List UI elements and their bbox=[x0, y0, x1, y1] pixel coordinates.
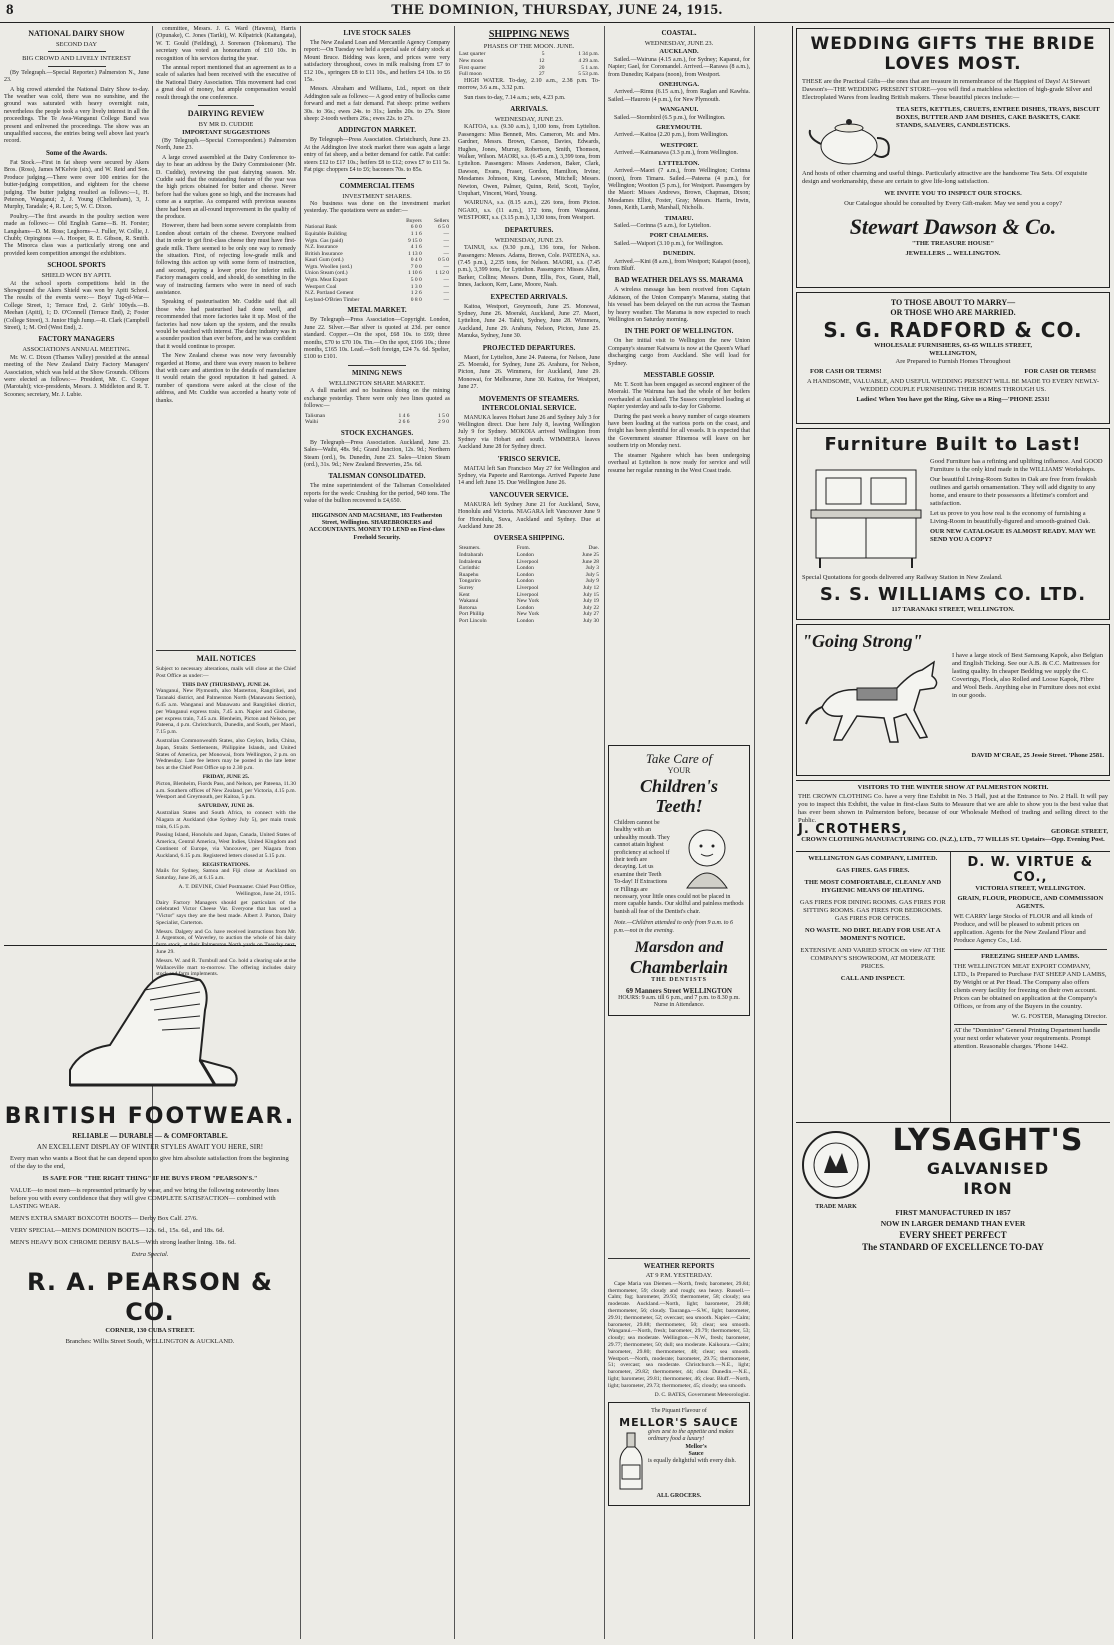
mail-p1: Subject to necessary alterations, mails will close at the Chief Post Office as under:— bbox=[156, 666, 296, 679]
footwear-headline: BRITISH FOOTWEAR. bbox=[4, 1104, 296, 1129]
article-paragraph: Sailed.—Corinna (5 a.m.), for Lyttelton. bbox=[614, 222, 711, 229]
teeth-line-2: YOUR bbox=[667, 766, 691, 775]
article-paragraph: The New Zealand Loan and Mercantile Agency Company report:—On Tuesday we held a special sale of dairy stock at Mount Bruce. Bidding was keen, and prices were very satisfactory throughout, cows in milk realising from £7 to £12 10s., springers £8 to £11 10s., and heifers £4 10s. to £6 15s. bbox=[304, 40, 450, 84]
virtue-body: WE CARRY large Stocks of FLOUR and all kinds of Produce, and will be pleased to submit prices on application. Agents for the New Zealand Flour and Produce Agency Co., Ltd. bbox=[953, 913, 1093, 944]
teeth-line-4: Teeth! bbox=[655, 796, 703, 816]
table-row: N.Z. Portland Cement 1 2 6 — bbox=[305, 290, 449, 297]
byline: (By Telegraph.—Special Reporter.) Palmerston N., June 23. bbox=[4, 69, 149, 84]
table-row: Rotorua London July 22 bbox=[459, 604, 599, 611]
furniture-rail: Special Quotations for goods delivered any Railway Station in New Zealand. bbox=[802, 574, 1003, 581]
dairy-show-heading: NATIONAL DAIRY SHOW bbox=[28, 29, 125, 38]
higginson-ad: HIGGINSON AND MACSHANE, 183 Featherston Street, Wellington. SHAREBROKERS and ACCOUNTANTS. MONEY TO LEND on First-class Freehold Security. bbox=[309, 512, 445, 541]
article-paragraph: Fat Stock.—First in fat sheep were secured by Akers Bros. (Ross), James M'Kelvie (six), and W. Reid and Son. Produce judging.—There were over 100 entries for the butter-judging competition, and eighteen for the cheese judging. The butter judging resulted as follows:—1, H. Peterson, Wanganui; 2, J. Young (Cheltenham), 3, J. Murphy, Taradale; 4, R. Lee; 5, W. C. Dixon. bbox=[4, 159, 149, 211]
arrivals-heading: ARRIVALS. bbox=[510, 105, 548, 113]
stewart-dawson-jewel: JEWELLERS ... WELLINGTON. bbox=[905, 250, 1001, 257]
article-paragraph: However, there had been some severe complaints from London about certain of the cheese. Everyone realised that in order to get first-class cheese they must have first-grade milk. There seemed to be only one way to remedy the situation. First, of rejecting low-grade milk and following this action up with some form of instruction, and second, paying a lower price for inferior milk. Factory managers could, and should, do something in the way of instructing farmers who were in need of such assistance. bbox=[156, 223, 296, 296]
stewart-dawson-sub: "THE TREASURE HOUSE" bbox=[911, 240, 995, 247]
teeth-note: Note.—Children attended to only from 9 a.m. to 6 p.m.—not in the evening. bbox=[614, 920, 734, 934]
column-4 bbox=[458, 26, 600, 1639]
sun: Sun rises to-day, 7.14 a.m.; sets, 4.23 p.m. bbox=[464, 94, 566, 101]
radford-line-1: TO THOSE ABOUT TO MARRY— bbox=[890, 298, 1016, 307]
gas-p4: EXTENSIVE AND VARIED STOCK on view AT THE COMPANY'S SHOWROOM, AT MODERATE PRICES. bbox=[800, 947, 946, 970]
article-paragraph: Sailed.—Wairuna (4.15 a.m.), for Sydney; Kapanui, for Napier; Gael, for Coromandel. Arrived.—Rarawa (8 a.m.), from Dunedin; Kaipara (noon), from Westport. bbox=[608, 56, 750, 78]
column-rule bbox=[300, 26, 301, 1639]
table-row: Equitable Building 1 1 6 — bbox=[305, 230, 449, 237]
radford-p2: A HANDSOME, VALUABLE, AND USEFUL WEDDING PRESENT WILL BE MADE TO EVERY NEWLY-WEDDED COUPLE FURNISHING THEIR HOMES THROUGH US. bbox=[806, 378, 1100, 393]
column-7-ads bbox=[796, 26, 1110, 1639]
gas-p5: CALL AND INSPECT. bbox=[840, 975, 905, 982]
frisco-heading: 'FRISCO SERVICE. bbox=[497, 454, 561, 463]
table-row: Talisman 1 4 6 1 5 0 bbox=[305, 412, 449, 419]
overseas-heading: OVERSEA SHIPPING. bbox=[493, 534, 565, 543]
footwear-body: Every man who wants a Boot that he can depend upon to give him absolute satisfaction from the beginning of the day to the end, bbox=[10, 1155, 289, 1170]
gas-virtue-row bbox=[796, 851, 1110, 1122]
mellor-bottle-2: Sauce bbox=[688, 1450, 704, 1457]
mail-notices bbox=[156, 650, 296, 978]
departures-date: WEDNESDAY, JUNE 23. bbox=[494, 236, 564, 244]
wedding-line-1: WEDDING GIFTS THE BRIDE bbox=[810, 34, 1096, 54]
footwear-extra: Extra Special. bbox=[131, 1251, 169, 1258]
departures-heading: DEPARTURES. bbox=[504, 225, 554, 234]
children-teeth-ad bbox=[608, 745, 750, 1016]
mellor-brand: MELLOR'S SAUCE bbox=[619, 1415, 739, 1429]
expected-heading: EXPECTED ARRIVALS. bbox=[490, 292, 568, 301]
weather-body: Cape Maria van Diemen.—North, fresh; barometer, 29.84; thermometer, 59; cloudy and rough; sea heavy. Russell.—Calm; fog; barometer, 29.93; thermometer, 58; cloudy; sea moderate. Auckland.—North, light; barometer, 29.88; thermometer, 56; cloudy. Tauranga.—S.W., light; barometer, 29.91; thermometer, 52; overcast; sea smooth. Napier.—Calm; barometer, 29.88; thermometer, 50; clear; sea smooth. Wanganui.—North, fresh; barometer, 29.79; thermometer, 53; cloudy; sea moderate. Wellington.—N.W., fresh; barometer, 29.77; thermometer, 50; dull; sea moderate. Kaikoura.—Calm; barometer, 29.80; thermometer, 48; clear; sea smooth. Westport.—North, moderate; barometer, 29.75; thermometer, 51; overcast; sea moderate. Christchurch.—N.E., light; barometer, 29.82; thermometer, 44; clear. Dunedin.—N.E., light; barometer, 29.81; thermometer, 46; clear. Bluff.—North, light; barometer, 29.73; thermometer, 45; cloudy; sea smooth. bbox=[608, 1280, 750, 1389]
dairying-review-heading: DAIRYING REVIEW bbox=[187, 109, 265, 119]
teapot-icon bbox=[804, 108, 894, 168]
shares-table bbox=[304, 218, 450, 304]
metal-heading: METAL MARKET. bbox=[347, 306, 407, 315]
article-paragraph: A large crowd assembled at the Dairy Conference to-day to hear an address by the Dairy Commissioner (Mr. D. Cuddie), reviewing the past dairying season. Mr. Cuddie said that the outstanding feature of the year was the high prices obtained for butter and cheese. Never before had the values gone so high, and the increases had come as a surprise. As compared with previous seasons there had been an all-round improvement in the quality of the produce. bbox=[156, 154, 296, 220]
crothers-co: CROWN CLOTHING MANUFACTURING CO. (N.Z.), LTD., 77 WILLIS ST. Upstairs—Opp. Evening Post. bbox=[801, 836, 1105, 843]
teeth-line-1: Take Care of bbox=[645, 751, 713, 766]
weather-mellor-block bbox=[608, 1258, 750, 1639]
mail-p4: Picton, Blenheim, Fiords Pass, and Nelson, per Pateena, 11.30 a.m. Southern offices of New Zealand, per Victoria, 4.15 p.m. Westport and Greymouth, per Kaitoa, 5 p.m. bbox=[156, 780, 296, 801]
footwear-intro: AN EXCELLENT DISPLAY OF WINTER STYLES AWAIT YOU HERE, SIR! bbox=[36, 1143, 264, 1151]
mail-reg: REGISTRATIONS. bbox=[202, 861, 250, 868]
coastal-date: WEDNESDAY, JUNE 23. bbox=[644, 40, 714, 47]
timaru-heading: TIMARU. bbox=[664, 214, 694, 222]
article-paragraph: TAINUI, s.s. (9.30 p.m.), 136 tons, for Nelson. Passengers: Messrs. Adams, Brown, Cole. PATEENA, s.s. (7.45 p.m.), 2,235 tons, for Nelson. MAORI, s.s. (7.45 p.m.), 3,399 tons, for Lyttelton. Passengers: Misses Allen, Barker, Collins; Messrs. Dunn, Ellis, Fox, Grant, Hall, Innes, Jackson, Kerr, Lane, Moore, Nash. bbox=[458, 245, 600, 289]
article-paragraph: Maori, for Lyttelton, June 24. Pateena, for Nelson, June 25. Moeraki, for Sydney, June 26. Arahura, for Nelson, Picton, June 26. Wimmera, for Auckland, June 29. Monowai, for Melbourne, June 30. Kaitoa, for Westport, June 27. bbox=[458, 354, 600, 391]
moon-table bbox=[458, 51, 600, 77]
mellor-body: gives zest to the appetite and makes ordinary food a luxury! bbox=[648, 1428, 734, 1443]
furniture-heading: Furniture Built to Last! bbox=[824, 434, 1082, 455]
column-rule bbox=[604, 26, 605, 1639]
auckland-heading: AUCKLAND. bbox=[659, 48, 699, 56]
table-row: Wgtn. Woollen (ord.) 7 0 0 — bbox=[305, 263, 449, 270]
mining-heading: MINING NEWS bbox=[352, 368, 402, 377]
article-paragraph: A wireless message has been received from Captain Atkinson, of the Union Company's Marama, stating that his vessel has been delayed on the run across the Tasman by heavy weather. The Marama is now expected to reach Wellington on Saturday morning. bbox=[608, 287, 750, 323]
wedding-line-2: LOVES MOST. bbox=[884, 54, 1022, 74]
williams-name: S. S. WILLIAMS CO. LTD. bbox=[819, 584, 1087, 605]
article-paragraph: The annual report mentioned that an agreement as to a scale of salaries had been received with the executive of the National Dairy Association. This movement had cost a great deal of money, but ample compensation would result through the one conference. bbox=[156, 65, 296, 101]
article-paragraph: Poultry.—The first awards in the poultry section were made as follows:— Old English Game—B. H. Forster; Langshans—D. M. Ross; Leghorns—J. Fuller, W. Collie, J. Chubb; Orpingtons —A. Hooper, R. E. Gibson, R. Smith. The Minorca class was a particularly strong one and provided keen competition amongst the exhibitors. bbox=[4, 213, 149, 257]
meat-body: THE WELLINGTON MEAT EXPORT COMPANY, LTD., Is Prepared to Purchase FAT SHEEP AND LAMBS, By Weight or at Per Head. The Company also offers clients every facility for freezing on their own account. Prices can be obtained on application at the Company's Offices, or from any of the Buyers in the country. bbox=[953, 963, 1107, 1010]
article-paragraph: A dull market and no business doing on the mining exchange yesterday. There were only two lines quoted as follows:— bbox=[304, 388, 450, 410]
table-row: Last quarter 5 1 34 p.m. bbox=[459, 51, 599, 58]
article-paragraph: Arrived.—Maori (7 a.m.), from Wellington; Corinna (noon), from Timaru. Sailed.—Pateena (4 p.m.), for Wellington; Wootton (5 p.m.), for Westport. Passengers by the Maori: Misses Andrews, Brown, Chapman, Dixon; Mesdames Elliot, Foster, Gray; Messrs. Harris, Irwin, Jones, Keith, Lamb, Marshall, Nicholls. bbox=[608, 168, 750, 212]
wedding-catalogue: Our Catalogue should be consulted by Every Gift-maker. May we send you a copy? bbox=[844, 200, 1062, 207]
article-paragraph: MAITAI left San Francisco May 27 for Wellington and Sydney, via Papeete and Rarotonga. Arrived Papeete June 14 and left June 15. Due Wellington June 26. bbox=[458, 465, 600, 487]
meat-head: FREEZING SHEEP AND LAMBS. bbox=[954, 949, 1107, 961]
article-paragraph: WAIRUNA, s.s. (8.15 a.m.), 226 tons, from Picton. NGAIO, s.s. (11 a.m.), 172 tons, from Wanganui. WESTPORT, s.s. (3.15 p.m.), 1,130 tons, from Westport. bbox=[458, 200, 600, 222]
dentist-name-2: Chamberlain bbox=[629, 957, 729, 978]
mail-p7: Mails for Sydney, Samoa and Fiji close at Auckland on Saturday, June 26, at 6.15 a.m. bbox=[156, 868, 296, 882]
awards-heading: Some of the Awards. bbox=[46, 148, 107, 157]
table-row: National Bank 6 0 0 6 5 0 bbox=[305, 224, 449, 231]
lysaght-ad bbox=[796, 1122, 1110, 1303]
tides: HIGH WATER. To-day, 2.10 a.m., 2.38 p.m. To-morrow, 3.6 a.m., 3.32 p.m. bbox=[458, 77, 600, 92]
gas-name: WELLINGTON GAS COMPANY, LIMITED. bbox=[808, 855, 938, 862]
table-header: Steamers. bbox=[459, 545, 481, 552]
williams-address: 117 TARANAKI STREET, WELLINGTON. bbox=[891, 606, 1015, 613]
table-row: First quarter 20 5 1 a.m. bbox=[459, 64, 599, 71]
mcrae-sig: DAVID M'CRAE, 25 Jessie Street. 'Phone 2581. bbox=[971, 752, 1104, 759]
weather-sig: D. C. BATES, Government Meteorologist. bbox=[654, 1391, 750, 1398]
mail-p9: Messrs. Dalgety and Co. have received instructions from Mr. J. Argentson, of Waverley, to auction the whole of his dairy farm stock, at their Palmerston North yards on Tuesday next, June 29. bbox=[156, 928, 296, 956]
radford-sub: WHOLESALE FURNISHERS, 63-65 WILLIS STREET, bbox=[874, 342, 1032, 349]
wedding-p2: And hosts of other charming and useful things. Particularly attractive are the handsome Tea Sets. Of exquisite design and workmanship, these are certain to give life-long satisfaction. bbox=[802, 170, 1088, 185]
radford-cash-right: FOR CASH OR TERMS! bbox=[1024, 368, 1096, 375]
projected-heading: PROJECTED DEPARTURES. bbox=[482, 343, 576, 352]
page-number: 8 bbox=[6, 2, 14, 18]
furniture-p3: Let us prove to you how real is the economy of furnishing a Living-Room in beautifully-figured and smooth-grained Oak. bbox=[930, 510, 1091, 525]
mellor-head: The Piquant Flavour of bbox=[651, 1408, 707, 1415]
gas-p2: GAS FIRES FOR DINING ROOMS. GAS FIRES FOR SITTING ROOMS. GAS FIRES FOR BEDROOMS. GAS FIRES FOR OFFICES. bbox=[799, 899, 946, 922]
dentist-sub: THE DENTISTS bbox=[651, 977, 707, 984]
table-row: Indralema Liverpool June 28 bbox=[459, 558, 599, 565]
article-paragraph: By Telegraph—Press Association—Copyright. London, June 22. Silver.—Bar silver is quoted at 23d. per ounce standard. Copper.—On the spot, £68 10s. to £69; three months, £70 to £70 10s. Tin.—On the spot, £166 10s.; three months, £165 10s. Lead.—Soft foreign, £24 7s. 6d. Spelter, £100 to £101. bbox=[304, 317, 450, 361]
table-row: Surrey Liverpool July 12 bbox=[459, 585, 599, 592]
column-5 bbox=[608, 26, 750, 740]
mail-today: THIS DAY (THURSDAY), JUNE 24. bbox=[182, 681, 270, 688]
table-header: Due. bbox=[588, 545, 599, 552]
table-header: Sellers bbox=[434, 217, 449, 224]
radford-ring: Ladies! When You have got the Ring, Give us a Ring—'PHONE 2531! bbox=[856, 396, 1050, 403]
dairying-review-sub: IMPORTANT SUGGESTIONS bbox=[182, 129, 270, 137]
table-header: Buyers bbox=[406, 217, 422, 224]
sports-sub: SHIELD WON BY APITI. bbox=[41, 272, 112, 280]
table-row: Wakanui New York July 19 bbox=[459, 598, 599, 605]
sports-heading: SCHOOL SPORTS bbox=[47, 261, 106, 270]
radford-name: S. G. RADFORD & CO. bbox=[823, 318, 1083, 342]
table-row: N.Z. Insurance 4 1 6 — bbox=[305, 244, 449, 251]
factory-heading: FACTORY MANAGERS bbox=[38, 335, 115, 344]
sideboard-icon bbox=[806, 460, 926, 570]
column-3 bbox=[304, 26, 450, 1639]
commercial-heading: COMMERCIAL ITEMS bbox=[339, 181, 415, 190]
table-row: Indrabarah London June 25 bbox=[459, 552, 599, 559]
teeth-body: Children cannot be healthy with an unhealthy mouth. They cannot attain highest proficiency at school if their teeth are decaying. Let us examine their Teeth To-day! If Extractions or Fillings are necessary, your little ones could not be placed in more capable hands. Our skilful and painless methods banish all fear of the Dentist's chair. bbox=[614, 820, 744, 915]
radford-city: WELLINGTON, bbox=[929, 350, 977, 357]
column-rule bbox=[754, 26, 755, 1639]
article-paragraph: A big crowd attended the National Dairy Show to-day. The weather was cold, there was no sunshine, and the ground was saturated with heavy overnight rain, nevertheless the people took a very lively interest in all the proceedings. The Te Awa-Wanganui College Band was present and enlivened the proceedings. The show was an unqualified success, the entries being well above last year's record. bbox=[4, 86, 149, 145]
stock-exchanges-heading: STOCK EXCHANGES. bbox=[340, 428, 414, 437]
trade-mark-label: TRADE MARK bbox=[815, 1204, 857, 1210]
article-paragraph: The New Zealand cheese was now very favourably regarded at Home, and there was every reason to believe that with care and attention to the details of manufacture it would retain the good reputation it had gained. A number of questions were asked at the close of the address, and Mr. Cuddie was accorded a hearty vote of thanks. bbox=[156, 353, 296, 404]
lysaght-p1: FIRST MANUFACTURED IN 1857 bbox=[895, 1208, 1011, 1217]
radford-p: Are Prepared to Furnish Homes Throughout bbox=[895, 358, 1011, 365]
in-port-heading: IN THE PORT OF WELLINGTON. bbox=[624, 327, 734, 336]
article-paragraph: By Telegraph—Press Association. Auckland, June 23. Sales—Waihi, 48s. 9d.; Grand Junction, 12s. 9d.; Northern Steam (ord.), 9s. Dunedin, June 23. Sales—Union Steam (ord.), 31s. 9d.; New Zealand Breweries, 25s. 6d. bbox=[304, 439, 450, 468]
talisman-heading: TALISMAN CONSOLIDATED. bbox=[328, 472, 426, 481]
article-paragraph: The steamer Ngahere which has been undergoing overhaul at Lyttelton is now ready for service and will resume her regular running in the West Coast trade. bbox=[608, 452, 750, 474]
dairy-show-sub: SECOND DAY bbox=[55, 41, 98, 48]
virtue-ad bbox=[951, 852, 1110, 1122]
galvanised: GALVANISED bbox=[926, 1159, 1050, 1178]
article-paragraph: Messrs. Abraham and Williams, Ltd., report on their Addington sale as follows:— A good entry of bullocks came forward and met a fair demand. Fat sheep: prime wethers 30s. to 36s.; ewes 24s. to 31s.; lambs 20s. to 27s. Store sheep: 2-tooth wethers 26s.; ewes 22s. to 27s. bbox=[304, 86, 450, 123]
article-paragraph: MAKURA left Sydney June 21 for Auckland, Suva, Honolulu and Victoria. NIAGARA left Vancouver June 9 for Honolulu, Suva, Auckland and Sydney. Due at Auckland June 28. bbox=[458, 501, 600, 531]
furniture-p2: Our beautiful Living-Room Suites in Oak are free from freakish outlines and garish ornamentation. They will add dignity to any home, and ensure to their possessors a lifetime's comfort and satisfaction. bbox=[930, 476, 1097, 507]
table-row: Tongariro London July 9 bbox=[459, 578, 599, 585]
meat-sig: W. G. FOSTER, Managing Director. bbox=[1011, 1013, 1107, 1020]
dairying-review-byline: BY MR D. CUDDIE bbox=[198, 121, 254, 129]
footwear-line: MEN'S HEAVY BOX CHROME DERBY BALS—With strong leather lining. 18s. 6d. bbox=[10, 1239, 236, 1246]
mail-p3: Australian Commonwealth States, also Ceylon, India, China, Japan, Straits Settlements, Philippine Islands, and United States of America, per Monowai, from Wellington, 2 p.m. on Wednesday. Late fee letters may be posted in the late letter box at the Chief Post Office up to 2.30 p.m. bbox=[156, 737, 296, 772]
gas-p3: NO WASTE. NO DIRT. READY FOR USE AT A MOMENT'S NOTICE. bbox=[805, 927, 941, 942]
lysaght-p2: NOW IN LARGER DEMAND THAN EVER bbox=[880, 1219, 1026, 1228]
table-row: Union Steam (ord.) 1 10 6 1 12 0 bbox=[305, 270, 449, 277]
article-paragraph: During the past week a heavy number of cargo steamers have been loading at the various ports on the coast, and freight has been plentiful for all vessels. It is expected that the Government steamer Hinemoa will leave on her southern trip on Monday next. bbox=[608, 413, 750, 450]
radford-line-2: OR THOSE WHO ARE MARRIED. bbox=[890, 308, 1016, 317]
dairy-show-sub2: BIG CROWD AND LIVELY INTEREST bbox=[22, 55, 131, 63]
article-paragraph: Arrived.—Kaitoa (2.20 p.m.), from Wellington. bbox=[614, 132, 729, 139]
port-chalmers-heading: PORT CHALMERS. bbox=[649, 232, 709, 240]
table-row: Wgtn. Gas (paid) 9 15 0 — bbox=[305, 237, 449, 244]
mail-saturday: SATURDAY, JUNE 26. bbox=[198, 803, 254, 810]
wedding-items: TEA SETS, KETTLES, CRUETS, ENTREE DISHES, TRAYS, BISCUIT BOXES, BUTTER AND JAM DISHES, CAKE BASKETS, CAKE STANDS, SALVERS, CANDLESTICKS. bbox=[896, 106, 1100, 129]
gas-ad bbox=[796, 852, 951, 1122]
vancouver-heading: VANCOUVER SERVICE. bbox=[489, 490, 569, 499]
williams-ad bbox=[796, 428, 1110, 620]
stewart-dawson-logo: Stewart Dawson & Co. bbox=[849, 214, 1057, 239]
article-paragraph: Arrived.—Kini (8 a.m.), from Westport; Kaiapoi (noon), from Bluff. bbox=[608, 258, 750, 272]
bad-weather-heading: BAD WEATHER DELAYS SS. MARAMA bbox=[614, 276, 744, 285]
factory-sub: ASSOCIATION'S ANNUAL MEETING. bbox=[22, 346, 131, 354]
article-paragraph: Speaking of pasteurisation Mr. Cuddie said that all those who had pasteurised had done well, and recommended that more factories take it up. Most of the factories had now taken up the system, and the results would be watched with interest. The dairy industry was in a sounder position than ever before, and he was confident that it would continue to prosper. bbox=[156, 299, 296, 350]
mining-sub: WELLINGTON SHARE MARKET. bbox=[329, 379, 425, 387]
printing-ad: AT the "Dominion" General Printing Department handle your next order whatever your requirements. Prompt attention. Reasonable charges. 'Phone 1442. bbox=[954, 1024, 1107, 1051]
table-row: Waihi 2 6 6 2 9 0 bbox=[305, 419, 449, 426]
footwear-emph: IS SAFE FOR "THE RIGHT THING" IF HE BUYS FROM "PEARSON'S." bbox=[42, 1175, 258, 1182]
lysaght-name: LYSAGHT'S bbox=[892, 1123, 1084, 1158]
table-row: Port Phillip New York July 27 bbox=[459, 611, 599, 618]
table-row: Westport Coal 1 3 0 — bbox=[305, 283, 449, 290]
furniture-p1: Good Furniture has a refining and uplifting influence. And GOOD Furniture is the only kind made in the WILLIAMS' Workshops. bbox=[930, 458, 1103, 473]
mellor-foot: ALL GROCERS. bbox=[656, 1492, 702, 1499]
addington-heading: ADDINGTON MARKET. bbox=[338, 126, 416, 135]
dentist-name-1: Marsdon and bbox=[634, 939, 724, 957]
greymouth-heading: GREYMOUTH. bbox=[656, 124, 702, 132]
trade-mark-seal bbox=[800, 1129, 872, 1201]
moon-heading: PHASES OF THE MOON. JUNE. bbox=[483, 43, 575, 50]
table-header: From. bbox=[516, 545, 531, 552]
article-paragraph: Sailed.—Waipori (3.10 p.m.), for Wellington. bbox=[614, 240, 724, 247]
arrivals-date: WEDNESDAY, JUNE 23. bbox=[494, 116, 564, 123]
article-paragraph: MANUKA leaves Hobart June 26 and Sydney July 3 for Wellington direct. Due here July 8, leaving Wellington July 9 for Sydney. MOKOIA arrived Wellington from Sydney via Hobart and south. WIMMERA leaves Auckland June 28 for Sydney direct. bbox=[458, 414, 600, 451]
pearson-name: R. A. PEARSON & CO. bbox=[27, 1268, 273, 1326]
weather-sub: AT 9 P.M. YESTERDAY. bbox=[645, 1272, 713, 1279]
dentist-hours: HOURS: 9 a.m. till 6 p.m., and 7 p.m. to 8.30 p.m. Nurse in Attendance. bbox=[618, 994, 740, 1009]
footwear-body2: VALUE—to most men—is represented primarily by wear, and we bring the following noteworthy lines before you with every confidence that they will give COMPLETE SATISFACTION— combined with LASTING WEAR. bbox=[10, 1187, 279, 1210]
crothers-street: GEORGE STREET, bbox=[1051, 828, 1108, 835]
table-row: Wgtn. Meat Export 5 0 0 — bbox=[305, 277, 449, 284]
mail-p2: Wanganui, New Plymouth, also Masterton, Rangitikei, and Taranaki district, and Palmerston North (Manawatu Section), 6.45 a.m. Wanganui and Manawatu and Rangitikei district, per Wanganui express train, 7.45 a.m. Napier and Gisborne, per express train, 7.45 a.m. Blenheim, Picton and Nelson, per Pateena, 4 p.m. Christchurch, Dunedin, and South, per Maori, 7.15 p.m. bbox=[156, 688, 296, 736]
live-stock-heading: LIVE STOCK SALES bbox=[343, 29, 411, 37]
article-paragraph: Arrived.—Rimu (6.15 a.m.), from Raglan and Kawhia. Sailed.—Hauroto (4 p.m.), for New Plymouth. bbox=[608, 89, 750, 103]
mcrae-body: I have a large stock of Best Samoang Kapok, also Belgian and English Ticking. See our A.B. & C.C. Mattresses for lasting quality. In cheaper Bedding we supply the C. Coverings, Flock, also Rolled and Loose Kapok, Fibre and Wool Beds. Anything else in Furniture does not exist in our goods. bbox=[952, 652, 1103, 699]
mellor-ad bbox=[608, 1402, 750, 1506]
article-paragraph: On her initial visit to Wellington the new Union Company's steamer Kaiwarra is now at the Queen's Wharf discharging cargo from Auckland. She will load for Sydney. bbox=[608, 338, 750, 367]
going-strong: "Going Strong" bbox=[802, 631, 923, 651]
iron: IRON bbox=[963, 1179, 1013, 1198]
mellor-bottle-1: Mellor's bbox=[685, 1443, 707, 1450]
article-paragraph: Sailed.—Stormbird (6.5 p.m.), for Wellington. bbox=[614, 114, 726, 121]
article-paragraph: KAITOA, s.s. (9.30 a.m.), 1,100 tons, from Lyttelton. Passengers: Miss Bennett, Mrs. Cameron, Mr. and Mrs. Gardner, Messrs. Brown, Carson, Davies, Edwards, Hughes, Jones, Murray, Robertson, Smith, Thomson, Walker, Wilson. MAORI, s.s. (6.45 a.m.), 3,399 tons, from Lyttelton. Passengers: Misses Anderson, Baker, Clark, Dawson, Evans, Fraser, Gordon, Hamilton, Irvine; Mesdames Johnson, King, Lawson, Mitchell; Messrs. Newton, Owen, Palmer, Quinn, Reid, Scott, Taylor, Urquhart, Vincent, Ward, Young. bbox=[458, 124, 600, 198]
virtue-sub: GRAIN, FLOUR, PRODUCE, AND COMMISSION AGENTS. bbox=[957, 895, 1104, 910]
crothers-ad bbox=[796, 780, 1110, 851]
footwear-line: VERY SPECIAL—MEN'S DOMINION BOOTS—12s. 6d., 15s. 6d., and 18s. 6d. bbox=[10, 1227, 225, 1234]
newspaper-title: THE DOMINION, THURSDAY, JUNE 24, 1915. bbox=[391, 2, 723, 18]
article-paragraph: Mr. T. Scott has been engaged as second engineer of the Moeraki. The Wairuna has had the whole of her boilers overhauled at Auckland. The Sussex completed loading at Napier yesterday and sails to-day for Gisborne. bbox=[608, 382, 750, 411]
onehunga-heading: ONEHUNGA. bbox=[659, 81, 699, 89]
lysaght-p4: The STANDARD OF EXCELLENCE TO-DAY bbox=[862, 1242, 1044, 1252]
table-row: Ruapehu London July 5 bbox=[459, 571, 599, 578]
gas-fires: GAS FIRES. GAS FIRES. bbox=[836, 867, 910, 874]
table-row: Leyland-O'Brien Timber 0 8 0 — bbox=[305, 296, 449, 303]
commercial-sub: INVESTMENT SHARES. bbox=[342, 192, 412, 200]
crothers-head: VISITORS TO THE WINTER SHOW AT PALMERSTON NORTH. bbox=[857, 784, 1049, 791]
footwear-tagline: RELIABLE — DURABLE — & COMFORTABLE. bbox=[72, 1132, 228, 1140]
mail-sig: A. T. DEVINE, Chief Postmaster. Chief Post Office, Wellington, June 24, 1915. bbox=[178, 883, 296, 897]
table-row: British Insurance 1 13 0 — bbox=[305, 250, 449, 257]
column-rule bbox=[792, 26, 793, 1639]
mcrae-ad bbox=[796, 624, 1110, 776]
mellor-body-2: is equally delightful with every dish. bbox=[648, 1458, 736, 1465]
overseas-table bbox=[458, 545, 600, 624]
column-rule bbox=[454, 26, 455, 1639]
teeth-line-3: Children's bbox=[639, 776, 719, 796]
mining-table bbox=[304, 413, 450, 426]
mail-p8: Dairy Factory Managers should get particulars of the celebrated Victor Cheese Vat. Everyone that has used a "Victor" says they are the best made. Albert J. Parton, Dairy Specialist, Carterton. bbox=[156, 899, 296, 926]
dentist-address: 69 Manners Street WELLINGTON bbox=[626, 986, 732, 995]
crothers-name: J. CROTHERS, bbox=[798, 822, 908, 837]
shipping-news-heading: SHIPPING NEWS bbox=[488, 29, 570, 40]
stewart-dawson-ad bbox=[796, 28, 1110, 288]
sauce-bottle-icon bbox=[616, 1431, 646, 1491]
pearson-branches: Branches: Willis Street South, WELLINGTON & AUCKLAND. bbox=[65, 1338, 235, 1345]
coastal-heading: COASTAL. bbox=[661, 29, 697, 37]
shares-note: No business was done on the investment market yesterday. The quotations were as under:— bbox=[304, 200, 450, 215]
dunedin-heading: DUNEDIN. bbox=[663, 250, 695, 258]
pearson-address: CORNER, 130 CUBA STREET. bbox=[105, 1327, 195, 1334]
wanganui-heading: WANGANUI. bbox=[659, 106, 699, 114]
mail-p10: Messrs. W. and R. Turnbull and Co. hold a clearing sale at the Wallaceville mart to-morrow. The offering includes dairy stock and farm implements. bbox=[156, 957, 296, 978]
table-row: Kauri Gum (ord.) 0 4 0 0 5 0 bbox=[305, 257, 449, 264]
gossip-heading: MESSTABLE GOSSIP. bbox=[643, 371, 715, 380]
virtue-name: D. W. VIRTUE & CO., bbox=[967, 855, 1094, 885]
mail-notices-heading: MAIL NOTICES bbox=[196, 654, 256, 663]
radford-ad bbox=[796, 292, 1110, 424]
table-row: New moon 12 4 29 a.m. bbox=[459, 58, 599, 64]
westport-heading: WESTPORT. bbox=[660, 141, 698, 149]
table-row: Kent Liverpool July 15 bbox=[459, 591, 599, 598]
furniture-catalogue: OUR NEW CATALOGUE IS ALMOST READY. MAY WE SEND YOU A COPY? bbox=[930, 528, 1096, 543]
article-paragraph: By Telegraph—Press Association. Christchurch, June 23. At the Addington live stock market there was again a large entry of fat sheep, and a better demand for cattle. Fat cattle: steers £12 to £17 10s.; heifers £8 to £12; cows £7 to £11 5s. Fat pigs: choppers £4 to £6; baconers 70s. to 85s. bbox=[304, 137, 450, 174]
mail-p6: Passing Island, Honolulu and Japan, Canada, United States of America, Central America, West Indies, United Kingdom and Continent of Europe, via Vancouver, per Niagara from Auckland, 6.15 p.m. Registered letters closed at 5.15 p.m. bbox=[156, 832, 296, 859]
article-paragraph: Kaitoa, Westport, Greymouth, June 25. Monowai, Sydney, June 26. Moeraki, Auckland, June 27. Maori, Lyttelton, June 24. Tahiti, Sydney, June 28. Wimmera, Auckland, June 29. Arahura, Nelson, Picton, June 25. Manuka, Sydney, June 30. bbox=[458, 303, 600, 340]
radford-cash-left: FOR CASH OR TERMS! bbox=[810, 368, 882, 375]
lyttelton-heading: LYTTELTON. bbox=[658, 159, 700, 167]
child-portrait-icon bbox=[672, 818, 742, 888]
byline: (By Telegraph.—Special Correspondent.) Palmerston North, June 23. bbox=[156, 137, 296, 152]
article-paragraph: committee, Messrs. J. G. Ward (Hawera), Harris (Opunake), C. Jones (Tariki), W. Kilpatrick (Kaitangata), W. T. Gould (Feilding), J. Sorenson (Tokomaru). The secretary was voted an honorarium of £10 10s. in recognition of his services during the year. bbox=[156, 26, 296, 62]
weather-heading: WEATHER REPORTS bbox=[643, 1262, 715, 1270]
crothers-body: THE CROWN CLOTHING Co. have a very fine Exhibit in No. 3 Hall, just at the Entrance to No. 2 Hall. It will pay you to inspect this Exhibit, the value in first-class Suits to Measure that we are able to show you is the best value that has ever been shown in Palmerston before, because of our Wholesale Method of trading and selling direct to the Public. bbox=[798, 793, 1108, 824]
masthead bbox=[0, 0, 1114, 23]
article-paragraph: The mine superintendent of the Talisman Consolidated reports for the week: Crushing for the period, 940 tons. The value of the bullion recovered is £4,650. bbox=[304, 483, 450, 505]
mail-friday: FRIDAY, JUNE 25. bbox=[202, 773, 250, 780]
movements-heading: MOVEMENTS OF STEAMERS. INTERCOLONIAL SERVICE. bbox=[479, 394, 579, 412]
table-row: Corinthic London July 3 bbox=[459, 565, 599, 572]
wedding-p1: THESE are the Practical Gifts—the ones that are treasure in remembrance of the Happiest of Days! At Stewart Dawson's—THE WEDDING PRESENT STORE—you will find a matchless selection of high-grade Silver and Electroplated Wares from leading British makers. These beautiful pieces include:— bbox=[802, 78, 1093, 101]
table-header bbox=[304, 218, 394, 225]
article-paragraph: At the school sports competitions held in the Showground the Akers Shield was won by Apiti School. The results of the events were:— Boys' Tug-of-War—College Street, 1; Terrace End, 2. Girls' 100yds.—B. Meehan (Apiti), 1; D. O'Connell (Terrace End), 2; Foster (College Street), 3. Junior High Jump.—R. Clark (Campbell Street), 1; M. Ord (West End), 2. bbox=[4, 280, 149, 331]
wedding-invite: WE INVITE YOU TO INSPECT OUR STOCKS. bbox=[884, 190, 1022, 197]
table-row: Port Lincoln London July 30 bbox=[459, 618, 599, 624]
mail-p5: Australian States and South Africa, to connect with the Niagara at Auckland (due Sydney July 5), per main trunk train, 6.15 p.m. bbox=[156, 809, 296, 830]
footwear-ad bbox=[4, 945, 296, 1636]
lysaght-p3: EVERY SHEET PERFECT bbox=[899, 1230, 1007, 1240]
horse-icon bbox=[802, 652, 952, 752]
article-paragraph: Mr. W. C. Dixon (Thames Valley) presided at the annual meeting of the New Zealand Dairy Factory Managers' Association, which was held at the Show Grounds. Officers were elected as follows:— President, Mr. C. Cooper (Marotahi); vice-presidents, Messrs. J. Middleton and R. T. Scoones; secretary, Mr. J. Lubie. bbox=[4, 354, 149, 398]
gas-p1: THE MOST COMFORTABLE, CLEANLY AND HYGIENIC MEANS OF HEATING. bbox=[804, 879, 942, 894]
article-paragraph: Arrived.—Kaimanawa (3.3 p.m.), from Wellington. bbox=[614, 150, 739, 157]
footwear-line: MEN'S EXTRA SMART BOXCOTH BOOTS— Derby Box Calf. 27/6. bbox=[10, 1215, 198, 1222]
virtue-address: VICTORIA STREET, WELLINGTON. bbox=[975, 885, 1086, 892]
table-row: Full moon 27 5 53 p.m. bbox=[459, 71, 599, 78]
